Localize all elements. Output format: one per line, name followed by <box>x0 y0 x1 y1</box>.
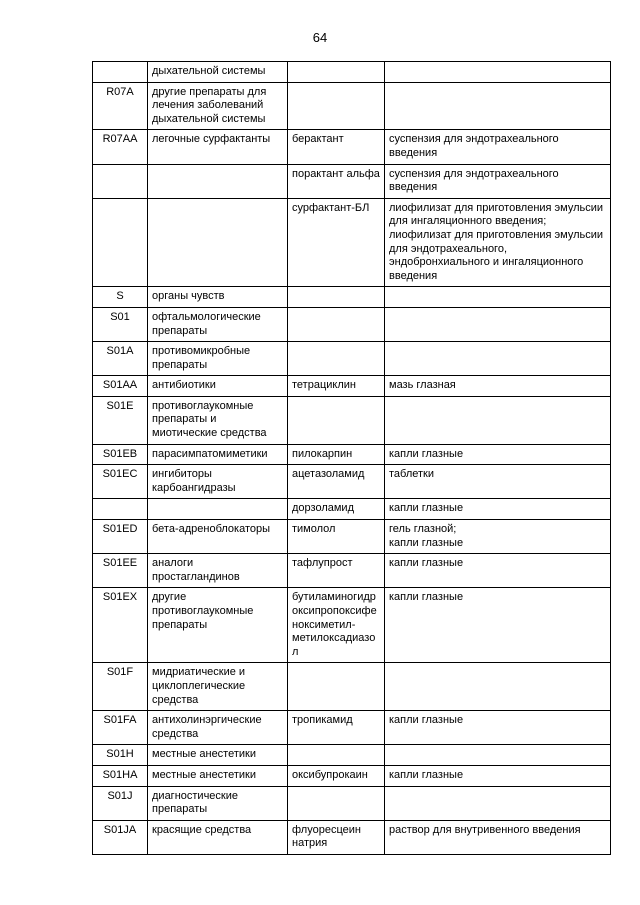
table-row <box>93 745 611 766</box>
table-row <box>93 499 611 520</box>
anatomical-group-cell: местные анестетики <box>148 765 288 786</box>
table-row <box>93 62 611 83</box>
dosage-form-cell: лиофилизат для приготовления эмульсии для ингаляционного введения; лиофилизат для приготовления эмульсии для эндотрахеального, эндобронхиального и ингаляционного введения <box>385 198 611 287</box>
atc-code-cell: S01 <box>93 307 148 341</box>
drug-name-cell <box>288 307 385 341</box>
anatomical-group-cell: антибиотики <box>148 376 288 397</box>
drug-name-cell: дорзоламид <box>288 499 385 520</box>
page-number: 64 <box>312 30 328 45</box>
drug-name-cell <box>288 786 385 820</box>
dosage-form-cell <box>385 396 611 444</box>
anatomical-group-cell: местные анестетики <box>148 745 288 766</box>
table-row <box>93 130 611 164</box>
atc-code-cell: S01EX <box>93 588 148 663</box>
table-row <box>93 588 611 663</box>
drug-name-cell: берактант <box>288 130 385 164</box>
dosage-form-cell: гель глазной; капли глазные <box>385 520 611 554</box>
atc-code-cell: S01AA <box>93 376 148 397</box>
drug-name-cell <box>288 745 385 766</box>
anatomical-group-cell <box>148 198 288 287</box>
dosage-form-cell <box>385 745 611 766</box>
table-row <box>93 164 611 198</box>
drug-name-cell: флуоресцеин натрия <box>288 820 385 854</box>
atc-code-cell: S01J <box>93 786 148 820</box>
dosage-form-cell: капли глазные <box>385 444 611 465</box>
drug-name-cell <box>288 663 385 711</box>
table-row <box>93 711 611 745</box>
atc-code-cell: S01EE <box>93 554 148 588</box>
anatomical-group-cell: легочные сурфактанты <box>148 130 288 164</box>
anatomical-group-cell: бета-адреноблокаторы <box>148 520 288 554</box>
table-body <box>93 62 611 855</box>
table-row <box>93 444 611 465</box>
drug-name-cell: порактант альфа <box>288 164 385 198</box>
table-row <box>93 554 611 588</box>
table-row <box>93 342 611 376</box>
dosage-form-cell: капли глазные <box>385 588 611 663</box>
anatomical-group-cell <box>148 164 288 198</box>
anatomical-group-cell: офтальмологические препараты <box>148 307 288 341</box>
atc-code-cell: S01FA <box>93 711 148 745</box>
dosage-form-cell: мазь глазная <box>385 376 611 397</box>
table-row <box>93 376 611 397</box>
dosage-form-cell: капли глазные <box>385 765 611 786</box>
dosage-form-cell: раствор для внутривенного введения <box>385 820 611 854</box>
anatomical-group-cell: парасимпатомиметики <box>148 444 288 465</box>
drug-name-cell <box>288 342 385 376</box>
anatomical-group-cell: противомикробные препараты <box>148 342 288 376</box>
drug-name-cell: тетрациклин <box>288 376 385 397</box>
drug-name-cell: ацетазоламид <box>288 465 385 499</box>
atc-code-cell: S01EB <box>93 444 148 465</box>
atc-code-cell <box>93 164 148 198</box>
dosage-form-cell: капли глазные <box>385 499 611 520</box>
dosage-form-cell: капли глазные <box>385 711 611 745</box>
drug-name-cell <box>288 396 385 444</box>
drug-name-cell: сурфактант-БЛ <box>288 198 385 287</box>
table-row <box>93 287 611 308</box>
anatomical-group-cell: диагностические препараты <box>148 786 288 820</box>
drug-name-cell <box>288 62 385 83</box>
dosage-form-cell: таблетки <box>385 465 611 499</box>
table-row <box>93 396 611 444</box>
table-row <box>93 307 611 341</box>
table-row <box>93 520 611 554</box>
dosage-form-cell: суспензия для эндотрахеального введения <box>385 130 611 164</box>
anatomical-group-cell: антихолинэргические средства <box>148 711 288 745</box>
anatomical-group-cell: красящие средства <box>148 820 288 854</box>
drug-name-cell <box>288 82 385 130</box>
dosage-form-cell: капли глазные <box>385 554 611 588</box>
atc-code-cell <box>93 198 148 287</box>
dosage-form-cell <box>385 342 611 376</box>
atc-code-cell <box>93 62 148 83</box>
table-row <box>93 198 611 287</box>
anatomical-group-cell: другие противоглаукомные препараты <box>148 588 288 663</box>
anatomical-group-cell: дыхательной системы <box>148 62 288 83</box>
anatomical-group-cell <box>148 499 288 520</box>
anatomical-group-cell: мидриатические и циклоплегические средства <box>148 663 288 711</box>
anatomical-group-cell: другие препараты для лечения заболеваний дыхательной системы <box>148 82 288 130</box>
dosage-form-cell <box>385 663 611 711</box>
drug-name-cell <box>288 287 385 308</box>
table-row <box>93 82 611 130</box>
atc-code-cell: S01EC <box>93 465 148 499</box>
drug-table <box>92 61 611 855</box>
atc-code-cell: S01JA <box>93 820 148 854</box>
anatomical-group-cell: органы чувств <box>148 287 288 308</box>
atc-code-cell <box>93 499 148 520</box>
table-row <box>93 820 611 854</box>
drug-name-cell: пилокарпин <box>288 444 385 465</box>
atc-code-cell: S <box>93 287 148 308</box>
atc-code-cell: R07A <box>93 82 148 130</box>
atc-code-cell: S01H <box>93 745 148 766</box>
dosage-form-cell <box>385 287 611 308</box>
anatomical-group-cell: ингибиторы карбоангидразы <box>148 465 288 499</box>
drug-name-cell: оксибупрокаин <box>288 765 385 786</box>
dosage-form-cell <box>385 62 611 83</box>
dosage-form-cell: суспензия для эндотрахеального введения <box>385 164 611 198</box>
atc-code-cell: S01HA <box>93 765 148 786</box>
dosage-form-cell <box>385 307 611 341</box>
table-row <box>93 465 611 499</box>
anatomical-group-cell: противоглаукомные препараты и миотические средства <box>148 396 288 444</box>
table-row <box>93 765 611 786</box>
atc-code-cell: S01A <box>93 342 148 376</box>
atc-code-cell: S01ED <box>93 520 148 554</box>
table-row <box>93 786 611 820</box>
table-row <box>93 663 611 711</box>
atc-code-cell: R07AA <box>93 130 148 164</box>
drug-name-cell: бутиламиногидр оксипропоксифе ноксиметил- метилоксадиазо л <box>288 588 385 663</box>
atc-code-cell: S01E <box>93 396 148 444</box>
atc-code-cell: S01F <box>93 663 148 711</box>
drug-name-cell: тропикамид <box>288 711 385 745</box>
drug-name-cell: тимолол <box>288 520 385 554</box>
dosage-form-cell <box>385 786 611 820</box>
anatomical-group-cell: аналоги простагландинов <box>148 554 288 588</box>
dosage-form-cell <box>385 82 611 130</box>
drug-name-cell: тафлупрост <box>288 554 385 588</box>
